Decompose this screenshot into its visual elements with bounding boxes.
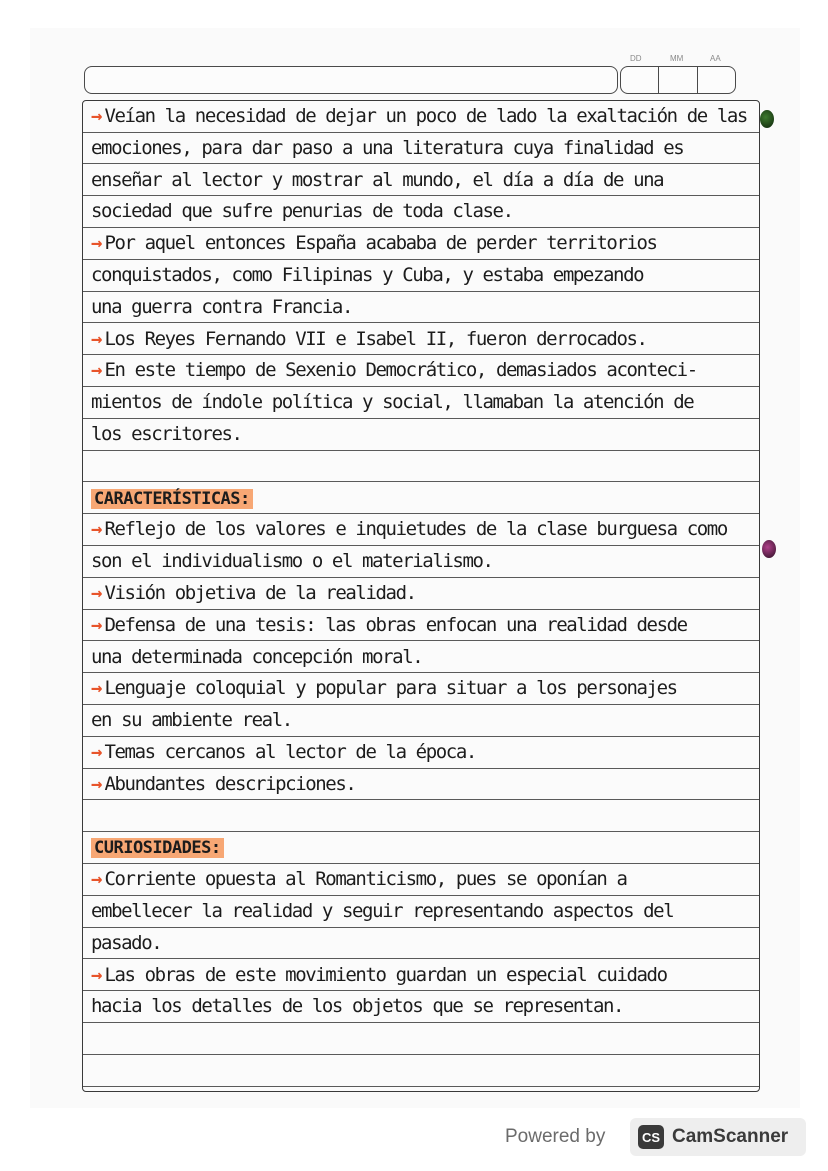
arrow-bullet-icon: → <box>91 518 103 541</box>
camscanner-badge <box>630 1118 806 1156</box>
arrow-bullet-icon: → <box>91 613 103 636</box>
line-text: En este tiempo de Sexenio Democrático, demasiados aconteci- <box>104 359 697 382</box>
line-text: Veían la necesidad de dejar un poco de lado la exaltación de las <box>104 105 747 127</box>
line-text: sociedad que sufre penurias de toda clase. <box>91 200 513 223</box>
binder-tab-green <box>760 110 774 128</box>
arrow-bullet-icon: → <box>91 963 103 986</box>
line-text: Lenguaje coloquial y popular para situar a los personajes <box>104 677 677 700</box>
line-text: Defensa de una tesis: las obras enfocan una realidad desde <box>104 613 687 636</box>
note-line <box>83 864 759 896</box>
arrow-bullet-icon: → <box>91 582 103 604</box>
line-text: Los Reyes Fernando VII e Isabel II, fueron derrocados. <box>104 327 647 350</box>
date-box-month <box>659 67 697 93</box>
note-line <box>83 673 759 705</box>
note-line <box>83 737 759 769</box>
note-line <box>83 165 759 197</box>
note-line <box>83 292 759 324</box>
section-heading <box>83 832 759 864</box>
note-line <box>83 642 759 674</box>
section-heading <box>83 483 759 515</box>
note-line <box>83 928 759 960</box>
note-line <box>83 769 759 801</box>
note-line <box>83 705 759 737</box>
line-text: hacia los detalles de los objetos que se representan. <box>91 995 624 1018</box>
line-text: Abundantes descripciones. <box>104 772 356 795</box>
note-line <box>83 991 759 1023</box>
arrow-bullet-icon: → <box>91 741 103 763</box>
note-line <box>83 387 759 419</box>
line-text: en su ambiente real. <box>91 709 292 732</box>
note-line <box>83 960 759 992</box>
arrow-bullet-icon: → <box>91 772 103 795</box>
arrow-bullet-icon: → <box>91 105 103 127</box>
heading-text: CARACTERÍSTICAS: <box>91 489 253 509</box>
note-line <box>83 610 759 642</box>
line-text: emociones, para dar paso a una literatura cuya finalidad es <box>91 136 684 159</box>
line-text: embellecer la realidad y seguir representando aspectos del <box>91 900 674 922</box>
camscanner-brand: CamScanner <box>672 1126 789 1147</box>
arrow-bullet-icon: → <box>91 359 103 382</box>
note-line <box>83 1023 759 1055</box>
date-labels <box>626 54 736 66</box>
line-text: Reflejo de los valores e inquietudes de la clase burguesa como <box>104 518 727 541</box>
heading-text: CURIOSIDADES: <box>91 838 224 858</box>
binder-tab-purple <box>762 540 776 558</box>
date-box-day <box>621 67 659 93</box>
note-line <box>83 419 759 451</box>
note-line <box>83 578 759 610</box>
title-field <box>84 66 618 94</box>
line-text: Temas cercanos al lector de la época. <box>104 741 476 763</box>
arrow-bullet-icon: → <box>91 677 103 700</box>
note-line <box>83 801 759 833</box>
line-text: son el individualismo o el materialismo. <box>91 550 493 573</box>
note-line <box>83 896 759 928</box>
line-text: conquistados, como Filipinas y Cuba, y estaba empezando <box>91 264 644 286</box>
date-label-day: DD <box>630 54 642 63</box>
line-text: mientos de índole política y social, llamaban la atención de <box>91 391 694 414</box>
note-line <box>83 355 759 387</box>
line-text: Corriente opuesta al Romanticismo, pues se oponían a <box>104 868 627 891</box>
arrow-bullet-icon: → <box>91 327 103 350</box>
line-text: los escritores. <box>91 423 242 445</box>
line-text: una determinada concepción moral. <box>91 645 423 668</box>
date-box-year <box>698 67 735 93</box>
note-line <box>83 228 759 260</box>
arrow-bullet-icon: → <box>91 868 103 891</box>
line-text: pasado. <box>91 931 162 954</box>
line-text: Por aquel entonces España acababa de perder territorios <box>104 232 657 255</box>
note-line <box>83 196 759 228</box>
note-line <box>83 101 759 133</box>
date-boxes <box>620 66 736 94</box>
arrow-bullet-icon: → <box>91 232 103 255</box>
line-text: Visión objetiva de la realidad. <box>104 582 416 604</box>
line-text: enseñar al lector y mostrar al mundo, el día a día de una <box>91 168 664 191</box>
note-line <box>83 514 759 546</box>
lined-sheet <box>82 100 760 1092</box>
note-line <box>83 133 759 165</box>
date-label-year: AA <box>710 54 721 63</box>
line-text: Las obras de este movimiento guardan un especial cuidado <box>104 963 667 986</box>
note-line <box>83 1055 759 1087</box>
note-line <box>83 260 759 292</box>
note-line <box>83 324 759 356</box>
date-label-month: MM <box>670 54 684 63</box>
note-line <box>83 546 759 578</box>
powered-by-text: Powered by <box>505 1126 606 1147</box>
line-text: una guerra contra Francia. <box>91 295 353 318</box>
note-line <box>83 451 759 483</box>
camscanner-logo-icon: CS <box>638 1125 664 1149</box>
